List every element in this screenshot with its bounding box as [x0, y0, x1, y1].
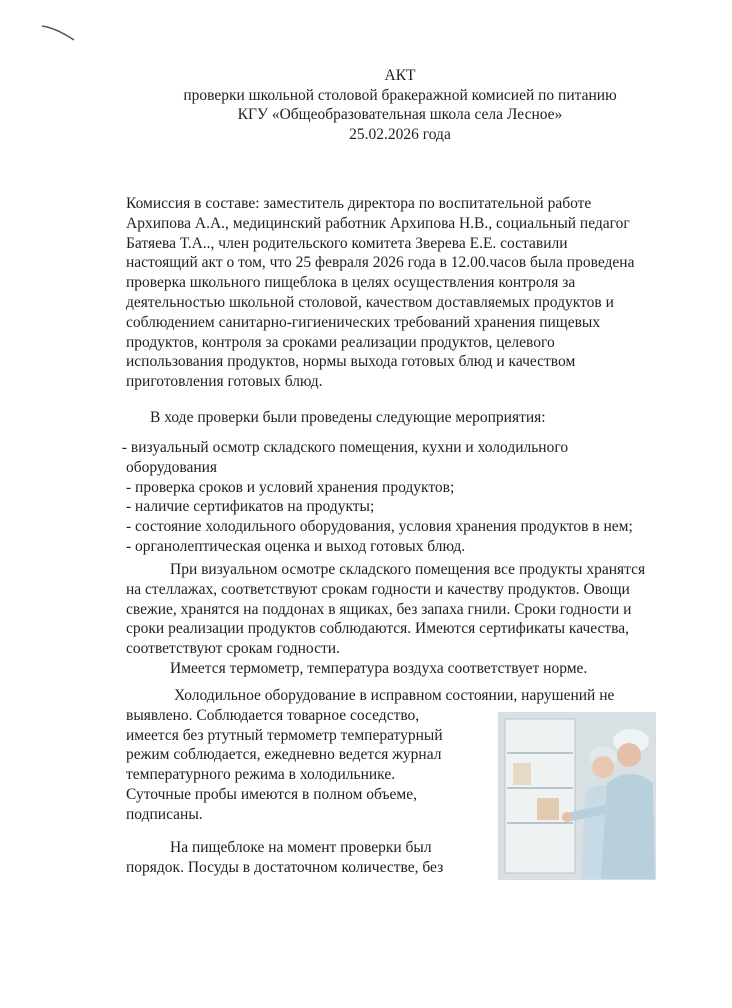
intro-paragraph	[126, 194, 634, 392]
findings-paragraph	[126, 560, 645, 679]
findings-line: При визуальном осмотре складского помещения все продукты хранятся	[170, 561, 646, 578]
canteen-line: порядок. Посуды в достаточном количестве, без	[126, 858, 444, 876]
fridge-line: выявлено. Соблюдается товарное соседство,	[126, 706, 420, 724]
intro-line: продуктов, контроля за сроками реализации продуктов, целевого	[126, 333, 555, 351]
measure-item: - наличие сертификатов на продукты;	[126, 498, 375, 516]
fridge-line: имеется без ртутный термометр температурный	[126, 726, 443, 744]
measure-item: оборудования	[126, 458, 218, 476]
intro-line: соблюдением санитарно-гигиенических требований хранения пищевых	[126, 313, 601, 331]
fridge-line: Холодильное оборудование в исправном состоянии, нарушений не	[174, 687, 615, 704]
fridge-line: Суточные пробы имеются в полном объеме,	[126, 785, 417, 803]
measures-list	[118, 438, 633, 557]
fridge-inspection-photo	[498, 712, 656, 880]
header-line-1: проверки школьной столовой бракеражной комисиeй по питанию	[183, 86, 617, 104]
intro-line: деятельностью школьной столовой, качеством доставляемых продуктов и	[126, 293, 614, 311]
intro-line: Батяева Т.А.., член родительского комитета Зверева Е.Е. составили	[126, 234, 568, 252]
document-date: 25.02.2026 года	[349, 125, 451, 143]
measure-item: - состояние холодильного оборудования, условия хранения продуктов в нем;	[126, 518, 633, 536]
fridge-line: режим соблюдается, ежедневно ведется журнал	[126, 746, 442, 764]
fridge-inspection-photo-icon	[499, 713, 655, 879]
findings-line: на стеллажах, соответствуют срокам годности и качеству продуктов. Овощи	[126, 580, 630, 598]
measure-item: - визуальный осмотр складского помещения, кухни и холодильного	[118, 439, 569, 456]
measures-heading-text: В ходе проверки были проведены следующие мероприятия:	[150, 409, 546, 426]
intro-line: проверка школьного пищеблока в целях осуществления контроля за	[126, 274, 576, 292]
measures-heading	[126, 408, 546, 428]
fridge-line: подписаны.	[126, 805, 203, 823]
document-title: АКТ	[384, 67, 416, 84]
intro-line: Архипова А.А., медицинский работник Архипова Н.В., социальный педагог	[126, 214, 630, 232]
intro-line: использования продуктов, нормы выхода готовых блюд и качеством	[126, 353, 576, 371]
scan-mark-icon	[40, 22, 80, 42]
fridge-line: температурного режима в холодильнике.	[126, 766, 396, 784]
findings-line: Имеется термометр, температура воздуха соответствует норме.	[170, 659, 588, 677]
header-line-2: КГУ «Общеобразовательная школа села Лесное»	[237, 106, 563, 123]
measure-item: - проверка сроков и условий хранения продуктов;	[126, 478, 455, 496]
findings-line: соответствуют срокам годности.	[126, 640, 340, 658]
document-header	[0, 66, 732, 144]
intro-line: приготовления готовых блюд.	[126, 373, 323, 391]
canteen-line: На пищеблоке на момент проверки был	[170, 839, 432, 856]
findings-line: свежие, хранятся на поддонах в ящиках, без запаха гнили. Сроки годности и	[126, 600, 632, 618]
measure-item: - органолептическая оценка и выход готовых блюд.	[126, 537, 466, 555]
intro-line: Комиссия в составе: заместитель директора по воспитательной работе	[126, 195, 592, 212]
intro-line: настоящий акт о том, что 25 февраля 2026 года в 12.00.часов была проведена	[126, 254, 635, 272]
findings-line: сроки реализации продуктов соблюдаются. Имеются сертификаты качества,	[126, 620, 630, 638]
canteen-paragraph	[126, 838, 443, 878]
